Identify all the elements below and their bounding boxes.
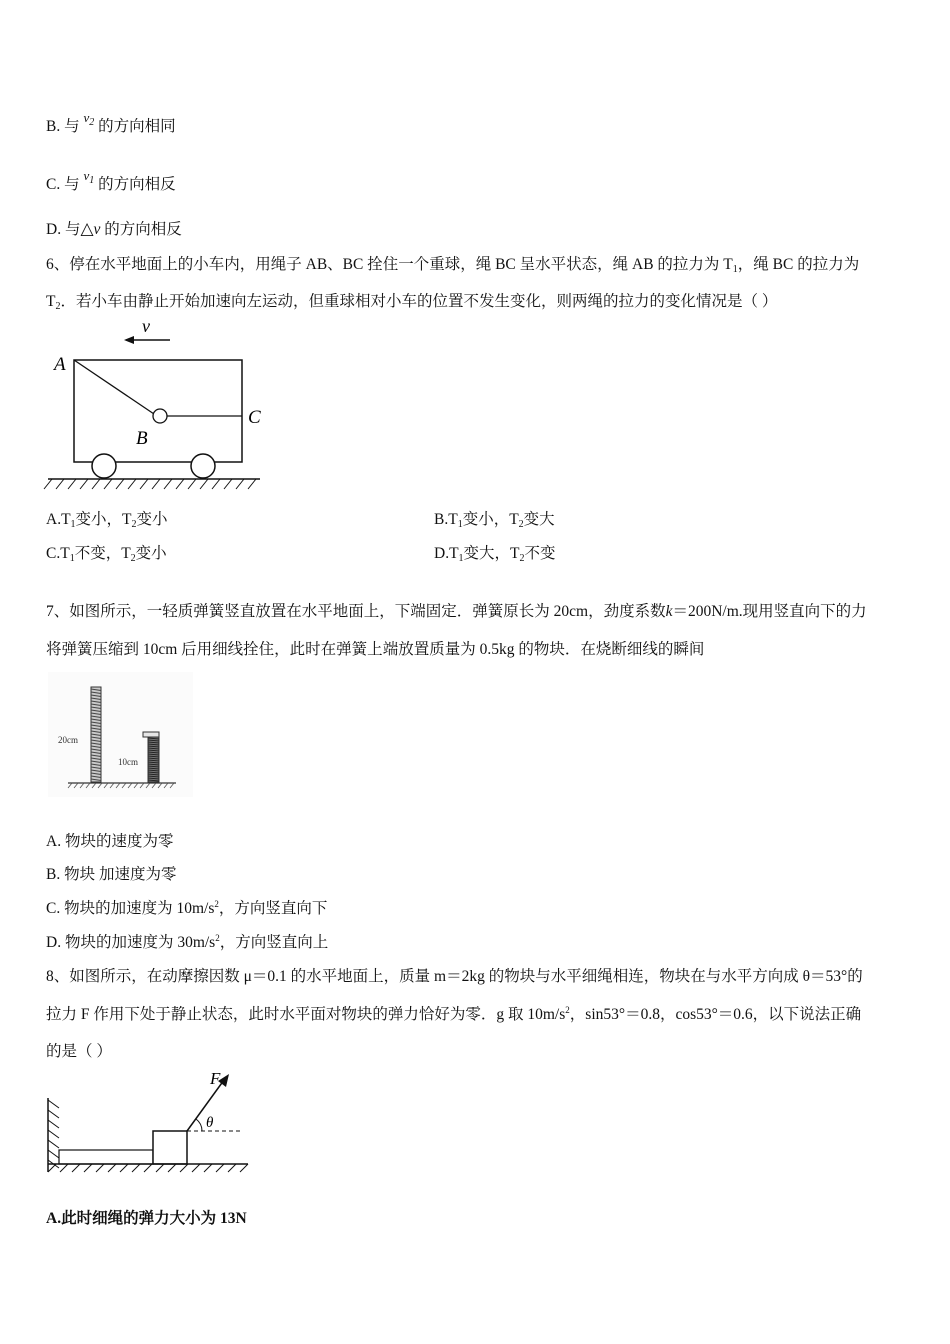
q7-option-b: B. 物块 加速度为零 <box>46 866 177 883</box>
spring-length-20-label: 20cm <box>58 735 78 745</box>
q5-option-b-var: v <box>83 110 90 125</box>
q8-stem-line3: 的是（ ） <box>46 1043 112 1060</box>
q5-option-d-prefix: D. 与 <box>46 221 81 238</box>
q8-option-a: A.此时细绳的弹力大小为 13N <box>46 1210 247 1227</box>
q5-option-c <box>46 168 176 195</box>
wall-hatching <box>48 1100 59 1168</box>
cart-wheel-left <box>92 454 116 478</box>
point-c-label: C <box>248 407 261 428</box>
delta-symbol: △ <box>80 219 94 238</box>
q5-option-c-suffix: 的方向相反 <box>98 176 176 193</box>
q6-option-a: $A.T_1$变小，$T_2$变小 <box>46 511 168 530</box>
block-on-spring <box>143 732 159 737</box>
q7-spring-figure <box>48 672 193 797</box>
q7-option-d: D. 物块的加速度为 $30m/s^2$，方向竖直向上 <box>46 933 329 951</box>
q5-option-b-sub: 2 <box>89 117 95 128</box>
cart-wheel-right <box>191 454 215 478</box>
force-label: F <box>210 1069 221 1088</box>
q5-option-c-prefix: C. 与 <box>46 176 80 193</box>
spring-length-10-label: 10cm <box>118 757 138 767</box>
q8-stem-line2: 拉力 F 作用下处于静止状态，此时水平面对物块的弹力恰好为零．g 取 $10m/s^2$，sin53°＝0.8，cos53°＝0.6，以下说法正确 <box>46 1005 862 1023</box>
angle-arc <box>196 1119 202 1131</box>
q7-option-a: A. 物块的速度为零 <box>46 833 174 850</box>
q5-option-b <box>46 110 176 137</box>
q5-option-d-suffix: 的方向相反 <box>104 221 182 238</box>
q6-stem-line1: 6、停在水平地面上的小车内，用绳子 AB、BC 拴住一个重球，绳 BC 呈水平状态，绳 AB 的拉力为 $T_1$，绳 BC 的拉力为 <box>46 256 860 275</box>
angle-label: θ <box>206 1115 214 1131</box>
q8-block-figure <box>42 1066 257 1181</box>
q6-option-d: $D.T_1$变大，$T_2$不变 <box>434 545 556 564</box>
point-a-label: A <box>54 354 66 375</box>
rope-horizontal <box>59 1150 153 1164</box>
q8-stem-line1: 8、如图所示，在动摩擦因数 μ＝0.1 的水平地面上，质量 m＝2kg 的物块与水平细绳相连，物块在与水平方向成 θ＝53°的 <box>46 968 863 985</box>
q5-option-d-var: v <box>93 221 101 238</box>
q5-option-b-suffix: 的方向相同 <box>98 118 176 135</box>
q5-option-b-prefix: B. 与 <box>46 118 80 135</box>
point-b-label: B <box>136 428 148 449</box>
ground-hatching <box>48 1164 248 1172</box>
velocity-label: v <box>142 316 150 336</box>
q7-option-c: C. 物块的加速度为 $10m/s^2$，方向竖直向下 <box>46 899 328 917</box>
q5-option-c-sub: 1 <box>89 175 95 186</box>
ground-hatching <box>44 479 256 489</box>
q7-stem-line2: 将弹簧压缩到 10cm 后用细线拴住，此时在弹簧上端放置质量为 0.5kg 的物块．在烧断细线的瞬间 <box>46 641 705 658</box>
q6-stem-line2: $T_2$．若小车由静止开始加速向左运动，但重球相对小车的位置不发生变化，则两绳的拉力的变化情况是（ ） <box>46 293 778 312</box>
heavy-ball <box>153 409 167 423</box>
q5-option-d <box>46 217 182 239</box>
q5-option-c-var: v <box>83 168 90 183</box>
q6-option-c: $C.T_1$不变，$T_2$变小 <box>46 545 167 564</box>
q6-option-b: $B.T_1$变小，$T_2$变大 <box>434 511 555 530</box>
rope-ab <box>74 360 154 414</box>
block <box>153 1131 187 1164</box>
q6-cart-figure <box>40 318 270 493</box>
q7-stem-line1: 7、如图所示，一轻质弹簧竖直放置在水平地面上，下端固定．弹簧原长为 20cm，劲度系数k＝200N/m.现用竖直向下的力 <box>46 603 867 620</box>
